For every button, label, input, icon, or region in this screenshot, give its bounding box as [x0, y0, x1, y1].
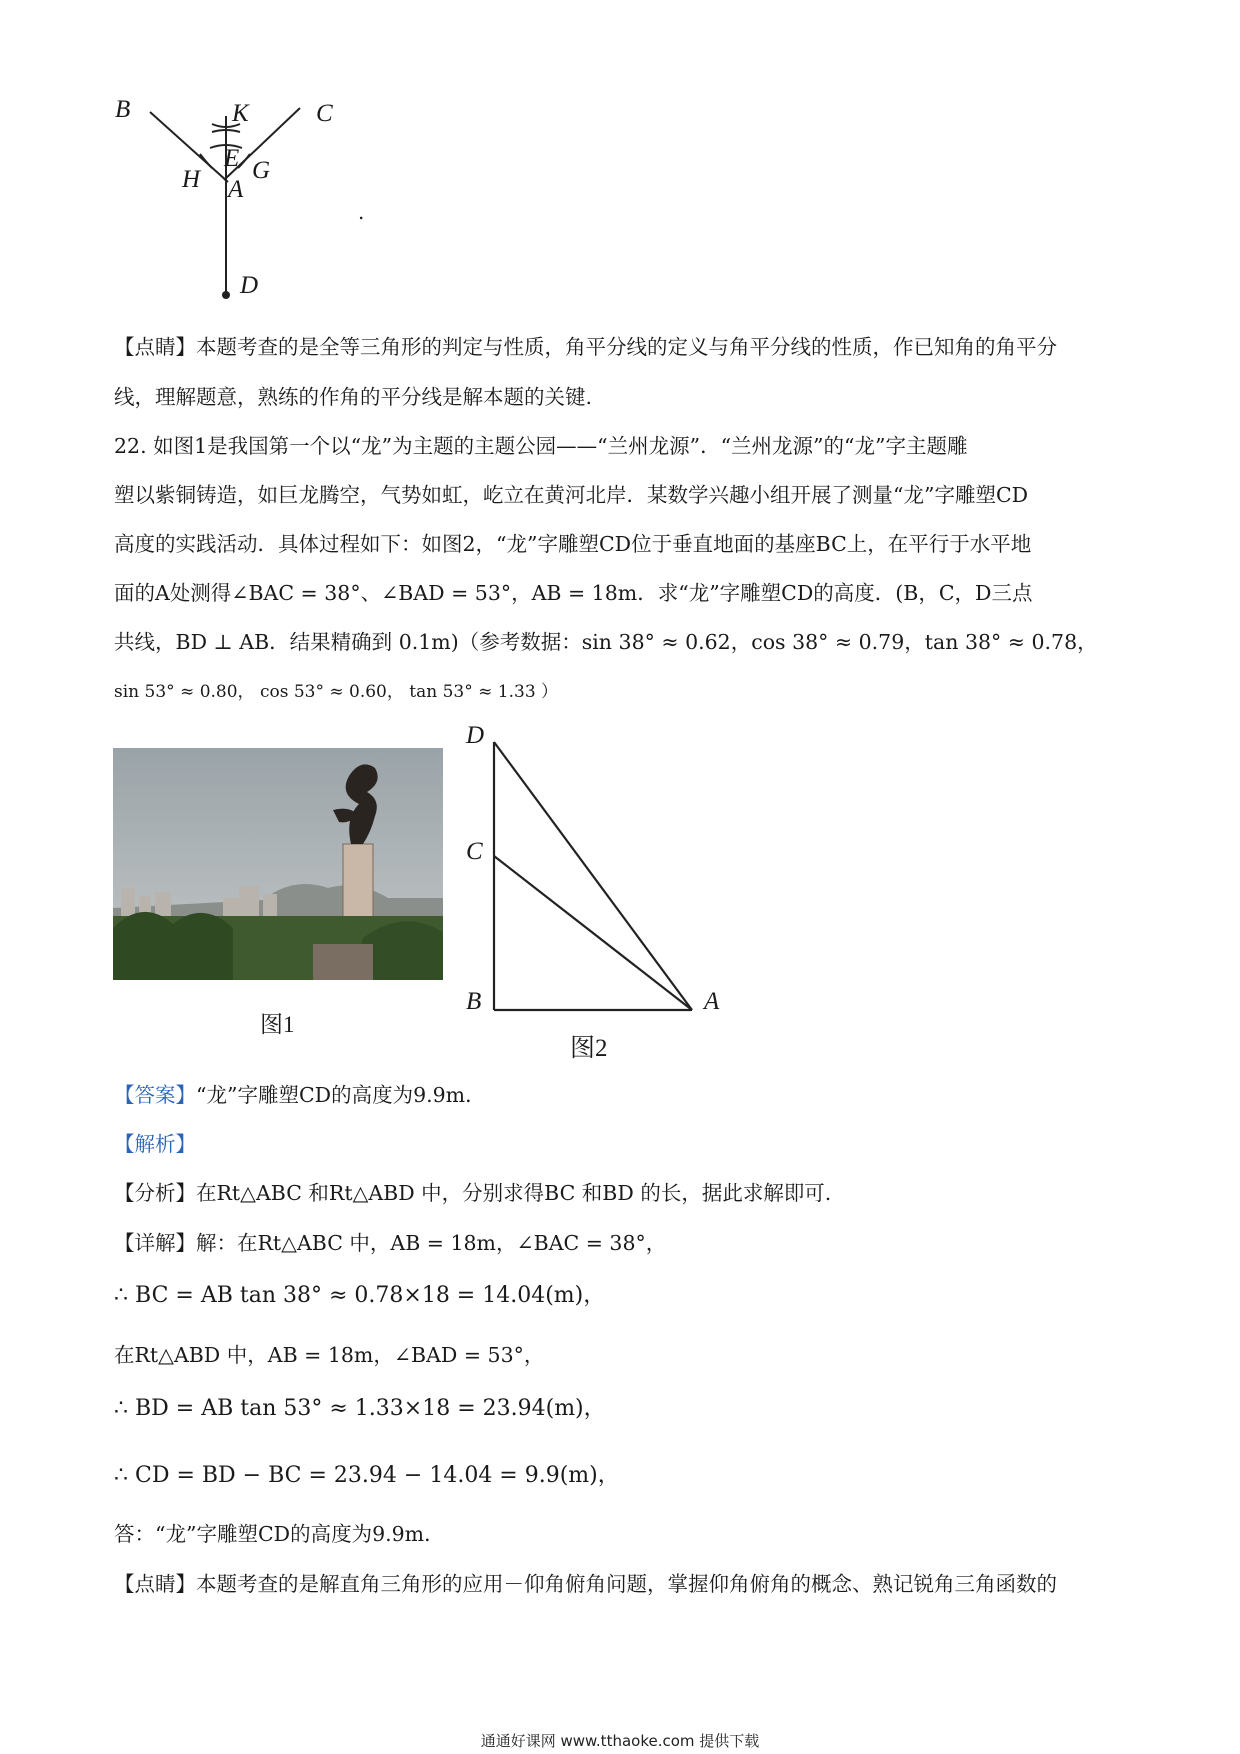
fig2-label-d: D: [466, 722, 485, 749]
label-b: B: [115, 96, 131, 123]
label-e: E: [224, 145, 240, 172]
comment-tag: 【点睛】: [114, 1572, 196, 1596]
fig2-label-a: A: [704, 988, 720, 1015]
arc-g: [238, 154, 250, 168]
fig2-caption: 图2: [570, 1035, 608, 1062]
triangle-figure: [460, 720, 730, 1020]
stray-dot: .: [358, 200, 365, 224]
problem-line6: sin 53° ≈ 0.80， cos 53° ≈ 0.60， tan 53° ≈ 1.33 ）: [114, 682, 559, 702]
prev-comment-line2: 线，理解题意，熟练的作角的平分线是解本题的关键.: [114, 385, 593, 409]
breakdown-text: 在Rt△ABC 和Rt△ABD 中，分别求得BC 和BD 的长，据此求解即可.: [196, 1181, 832, 1205]
label-a: A: [228, 176, 244, 203]
label-d: D: [240, 272, 259, 299]
fig2-label-b: B: [466, 988, 482, 1015]
fig1-caption: 图1: [260, 1012, 295, 1037]
page-footer: 通通好课网 www.tthaoke.com 提供下载: [480, 1732, 760, 1750]
dragon-sculpture-photo: [113, 748, 443, 980]
answer-text: “龙”字雕塑CD的高度为9.9m．: [196, 1083, 486, 1107]
breakdown-tag: 【分析】: [114, 1181, 196, 1205]
segment-da: [494, 742, 692, 1010]
analysis-tag: 【解析】: [114, 1132, 196, 1156]
arc-h: [200, 154, 212, 168]
point-d: [222, 291, 230, 299]
fig2-label-c: C: [466, 838, 483, 865]
prev-comment-line1: 【点睛】本题考查的是全等三角形的判定与性质，角平分线的定义与角平分线的性质，作已知角的角平分: [114, 335, 1057, 359]
detail-line1: 【详解】解：在Rt△ABC 中，AB = 18m，∠BAC = 38°，: [114, 1231, 667, 1255]
label-c: C: [316, 100, 333, 127]
detail-line5: ∴ CD = BD − BC = 23.94 − 14.04 = 9.9(m)，: [114, 1463, 620, 1488]
problem-line3: 高度的实践活动．具体过程如下：如图2，“龙”字雕塑CD位于垂直地面的基座BC上，在平行于水平地: [114, 532, 1032, 556]
segment-ca: [494, 856, 692, 1010]
detail-tag: 【详解】: [114, 1231, 196, 1255]
answer-line: [114, 1081, 486, 1109]
label-k: K: [232, 100, 249, 127]
label-h: H: [182, 166, 201, 193]
answer-tag: 【答案】: [114, 1083, 196, 1107]
comment-line: [114, 1570, 1057, 1598]
detail-line3: 在Rt△ABD 中，AB = 18m，∠BAD = 53°，: [114, 1343, 545, 1367]
breakdown-line: [114, 1179, 831, 1207]
problem-line1: 22. 如图1是我国第一个以“龙”为主题的主题公园——“兰州龙源”．“兰州龙源”的“龙”字主题雕: [114, 434, 968, 458]
detail-line6: 答：“龙”字雕塑CD的高度为9.9m．: [114, 1522, 445, 1546]
problem-line2: 塑以紫铜铸造，如巨龙腾空，气势如虹，屹立在黄河北岸．某数学兴趣小组开展了测量“龙”字雕塑CD: [114, 483, 1029, 507]
prev-comment-tag: 【点睛】: [114, 335, 196, 359]
problem-line5: 共线，BD ⊥ AB．结果精确到 0.1m)（参考数据：sin 38° ≈ 0.62，cos 38° ≈ 0.79，tan 38° ≈ 0.78，: [114, 630, 1098, 654]
label-g: G: [252, 157, 271, 184]
comment-text: 本题考查的是解直角三角形的应用－仰角俯角问题，掌握仰角俯角的概念、熟记锐角三角函数的: [196, 1572, 1057, 1596]
problem-line4: 面的A处测得∠BAC = 38°、∠BAD = 53°，AB = 18m．求“龙”字雕塑CD的高度．(B，C，D三点: [114, 581, 1033, 605]
detail-line2: ∴ BC = AB tan 38° ≈ 0.78×18 = 14.04(m)，: [114, 1283, 606, 1308]
detail-line4: ∴ BD = AB tan 53° ≈ 1.33×18 = 23.94(m)，: [114, 1396, 606, 1421]
